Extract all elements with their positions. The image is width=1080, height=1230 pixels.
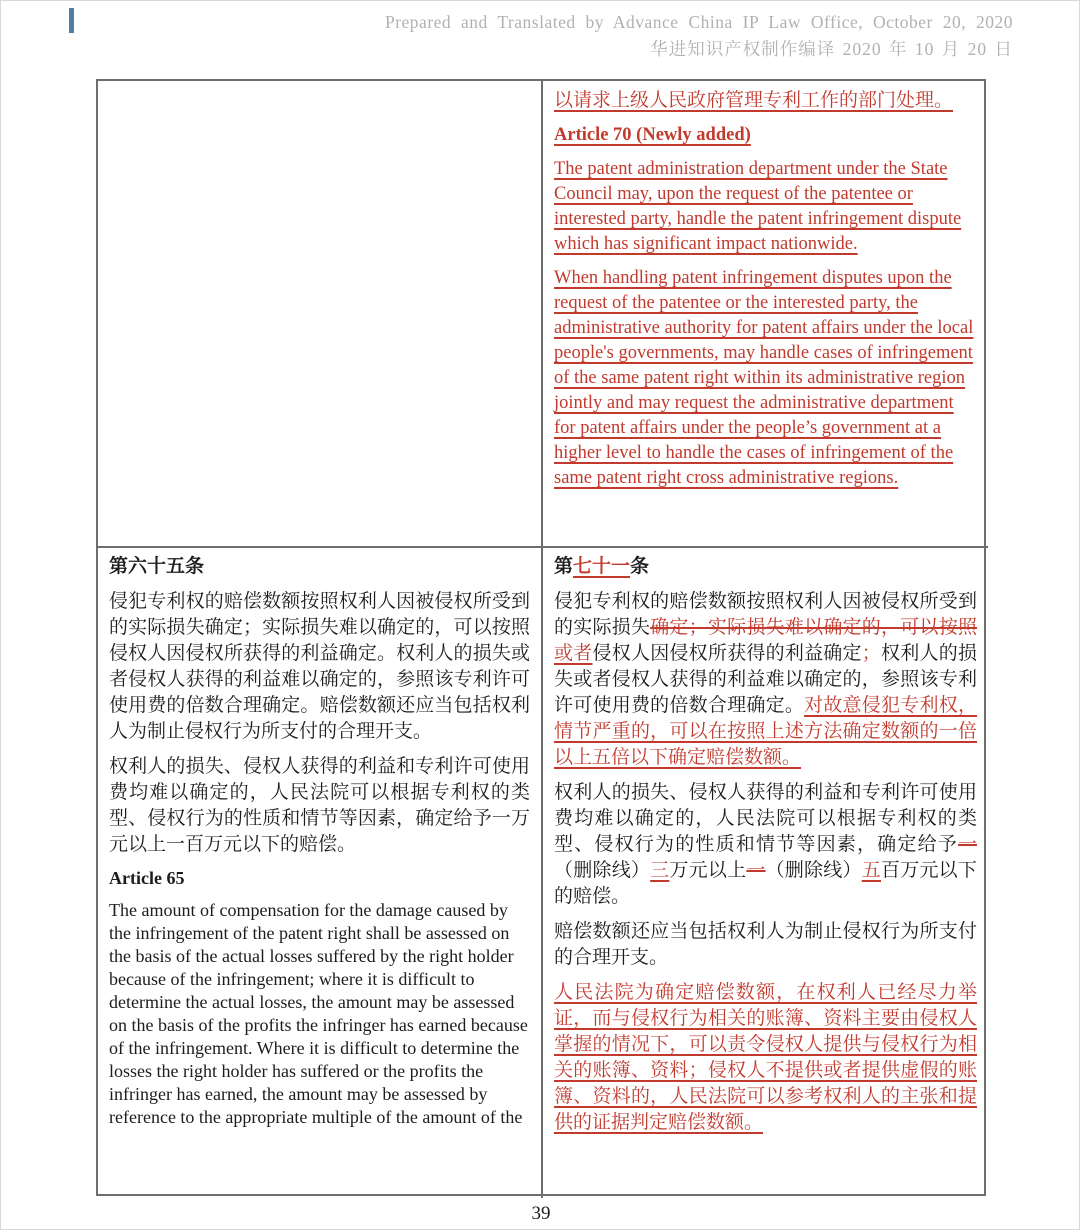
article-heading <box>554 554 977 580</box>
header-line-chinese: 华进知识产权制作编译 2020 年 10 月 20 日 <box>650 39 1013 59</box>
text-segment-ru: Article 70 (Newly added) <box>554 125 751 145</box>
text-segment-k: 条 <box>630 556 650 577</box>
text-segment-k: （删除线） <box>765 860 862 881</box>
article-heading <box>554 123 977 148</box>
text-segment-k: 赔偿数额还应当包括权利人为制止侵权行为所支付的合理开支。 <box>554 921 977 968</box>
table-cell-row1-amended-law <box>543 81 988 548</box>
text-segment-ru: The patent administration department under the State Council may, upon the request of the patentee or interested party, handle the patent infringement dispute which has significant impact nationwide. <box>554 159 962 254</box>
text-segment-k: 百万元以下的赔偿。 <box>554 860 977 907</box>
text-segment-ru: 或者 <box>554 643 593 664</box>
paragraph <box>554 87 977 114</box>
text-segment-k: （删除线） <box>554 860 651 881</box>
text-segment-ru: 三 <box>650 860 670 881</box>
paragraph <box>109 899 530 1129</box>
text-segment-ru: 人民法院为确定赔偿数额，在权利人已经尽力举证，而与侵权行为相关的账簿、资料主要由侵权人掌握的情况下，可以责令侵权人提供与侵权行为相关的账簿、资料；侵权人不提供或者提供虚假的账簿、资料的，人民法院可以参考权利人的主张和提供的证据判定赔偿数额。 <box>554 982 977 1133</box>
text-segment-r: ； <box>861 643 881 664</box>
text-segment-k: 侵权人因侵权所获得的利益确定 <box>592 643 862 664</box>
text-segment-k: 权利人的损失或者侵权人获得的利益难以确定的，参照该专利许可使用费的倍数合理确定。 <box>554 643 977 716</box>
text-segment-ru: 七十一 <box>573 556 631 577</box>
text-segment-k: Article 65 <box>109 868 185 888</box>
text-segment-rs: 一 <box>957 834 977 855</box>
text-segment-k: 权利人的损失、侵权人获得的利益和专利许可使用费均难以确定的，人民法院可以根据专利权的类型、侵权行为的性质和情节等因素，确定给予一万元以上一百万元以下的赔偿。 <box>109 756 530 855</box>
page-footer <box>1 1203 1080 1225</box>
text-segment-k: 侵犯专利权的赔偿数额按照权利人因被侵权所受到的实际损失 <box>554 591 977 638</box>
article-heading <box>109 554 530 580</box>
paragraph <box>554 919 977 971</box>
text-segment-k: The amount of compensation for the damage caused by the infringement of the patent right shall be assessed on the basis of the actual losses suffered by the right holder because of the infringement; where it is difficult to determine the actual losses, the amount may be assessed on the basis of the profits the infringer has earned because of the infringement. Where it is difficult to determine the losses the right holder has suffered or the profits the infringer has earned, the amount may be assessed by reference to the appropriate multiple of the amount of the <box>109 900 528 1127</box>
article-heading <box>109 867 530 890</box>
text-segment-k: 权利人的损失、侵权人获得的利益和专利许可使用费均难以确定的，人民法院可以根据专利权的类型、侵权行为的性质和情节等因素，确定给予 <box>554 782 977 855</box>
paragraph <box>554 157 977 257</box>
text-segment-ru: When handling patent infringement disputes upon the request of the patentee or the interested party, the administrative authority for patent affairs under the local people's governments, may handle cases of infringement of the same patent right within its administrative region jointly and may request the administrative department for patent affairs under the people’s government at a higher level to handle the cases of infringement of the same patent right cross administrative regions. <box>554 268 974 488</box>
text-segment-ru: 对故意侵犯专利权，情节严重的，可以在按照上述方法确定数额的一倍以上五倍以下确定赔偿数额。 <box>554 695 977 768</box>
paragraph <box>554 980 977 1136</box>
table-cell-row2-amended-law <box>543 548 988 1198</box>
table-cell-row2-old-law <box>98 548 543 1198</box>
text-segment-ru: 五 <box>861 860 881 881</box>
text-segment-k: 第 <box>554 556 574 577</box>
text-segment-k: 第六十五条 <box>109 556 205 577</box>
text-segment-k: 侵犯专利权的赔偿数额按照权利人因被侵权所受到的实际损失确定；实际损失难以确定的，可以按照侵权人因侵权所获得的利益确定。权利人的损失或者侵权人获得的利益难以确定的，参照该专利许可使用费的倍数合理确定。赔偿数额还应当包括权利人为制止侵权行为所支付的合理开支。 <box>109 591 530 742</box>
table-cell-row1-old-law <box>98 81 543 548</box>
text-segment-ru: 以请求上级人民政府管理专利工作的部门处理。 <box>554 90 954 111</box>
header-line-english: Prepared and Translated by Advance China IP Law Office, October 20, 2020 <box>384 12 1013 32</box>
page-number: 39 <box>531 1203 551 1224</box>
paragraph <box>109 589 530 745</box>
accent-bar <box>69 8 74 33</box>
comparison-table <box>96 79 986 1196</box>
paragraph <box>554 780 977 910</box>
paragraph <box>554 589 977 771</box>
text-segment-k: 万元以上 <box>669 860 747 881</box>
paragraph <box>554 266 977 491</box>
paragraph <box>109 754 530 858</box>
page-header <box>385 9 1013 63</box>
text-segment-rs: 一 <box>746 860 766 881</box>
text-segment-rs: 确定；实际损失难以确定的，可以按照 <box>650 617 977 638</box>
